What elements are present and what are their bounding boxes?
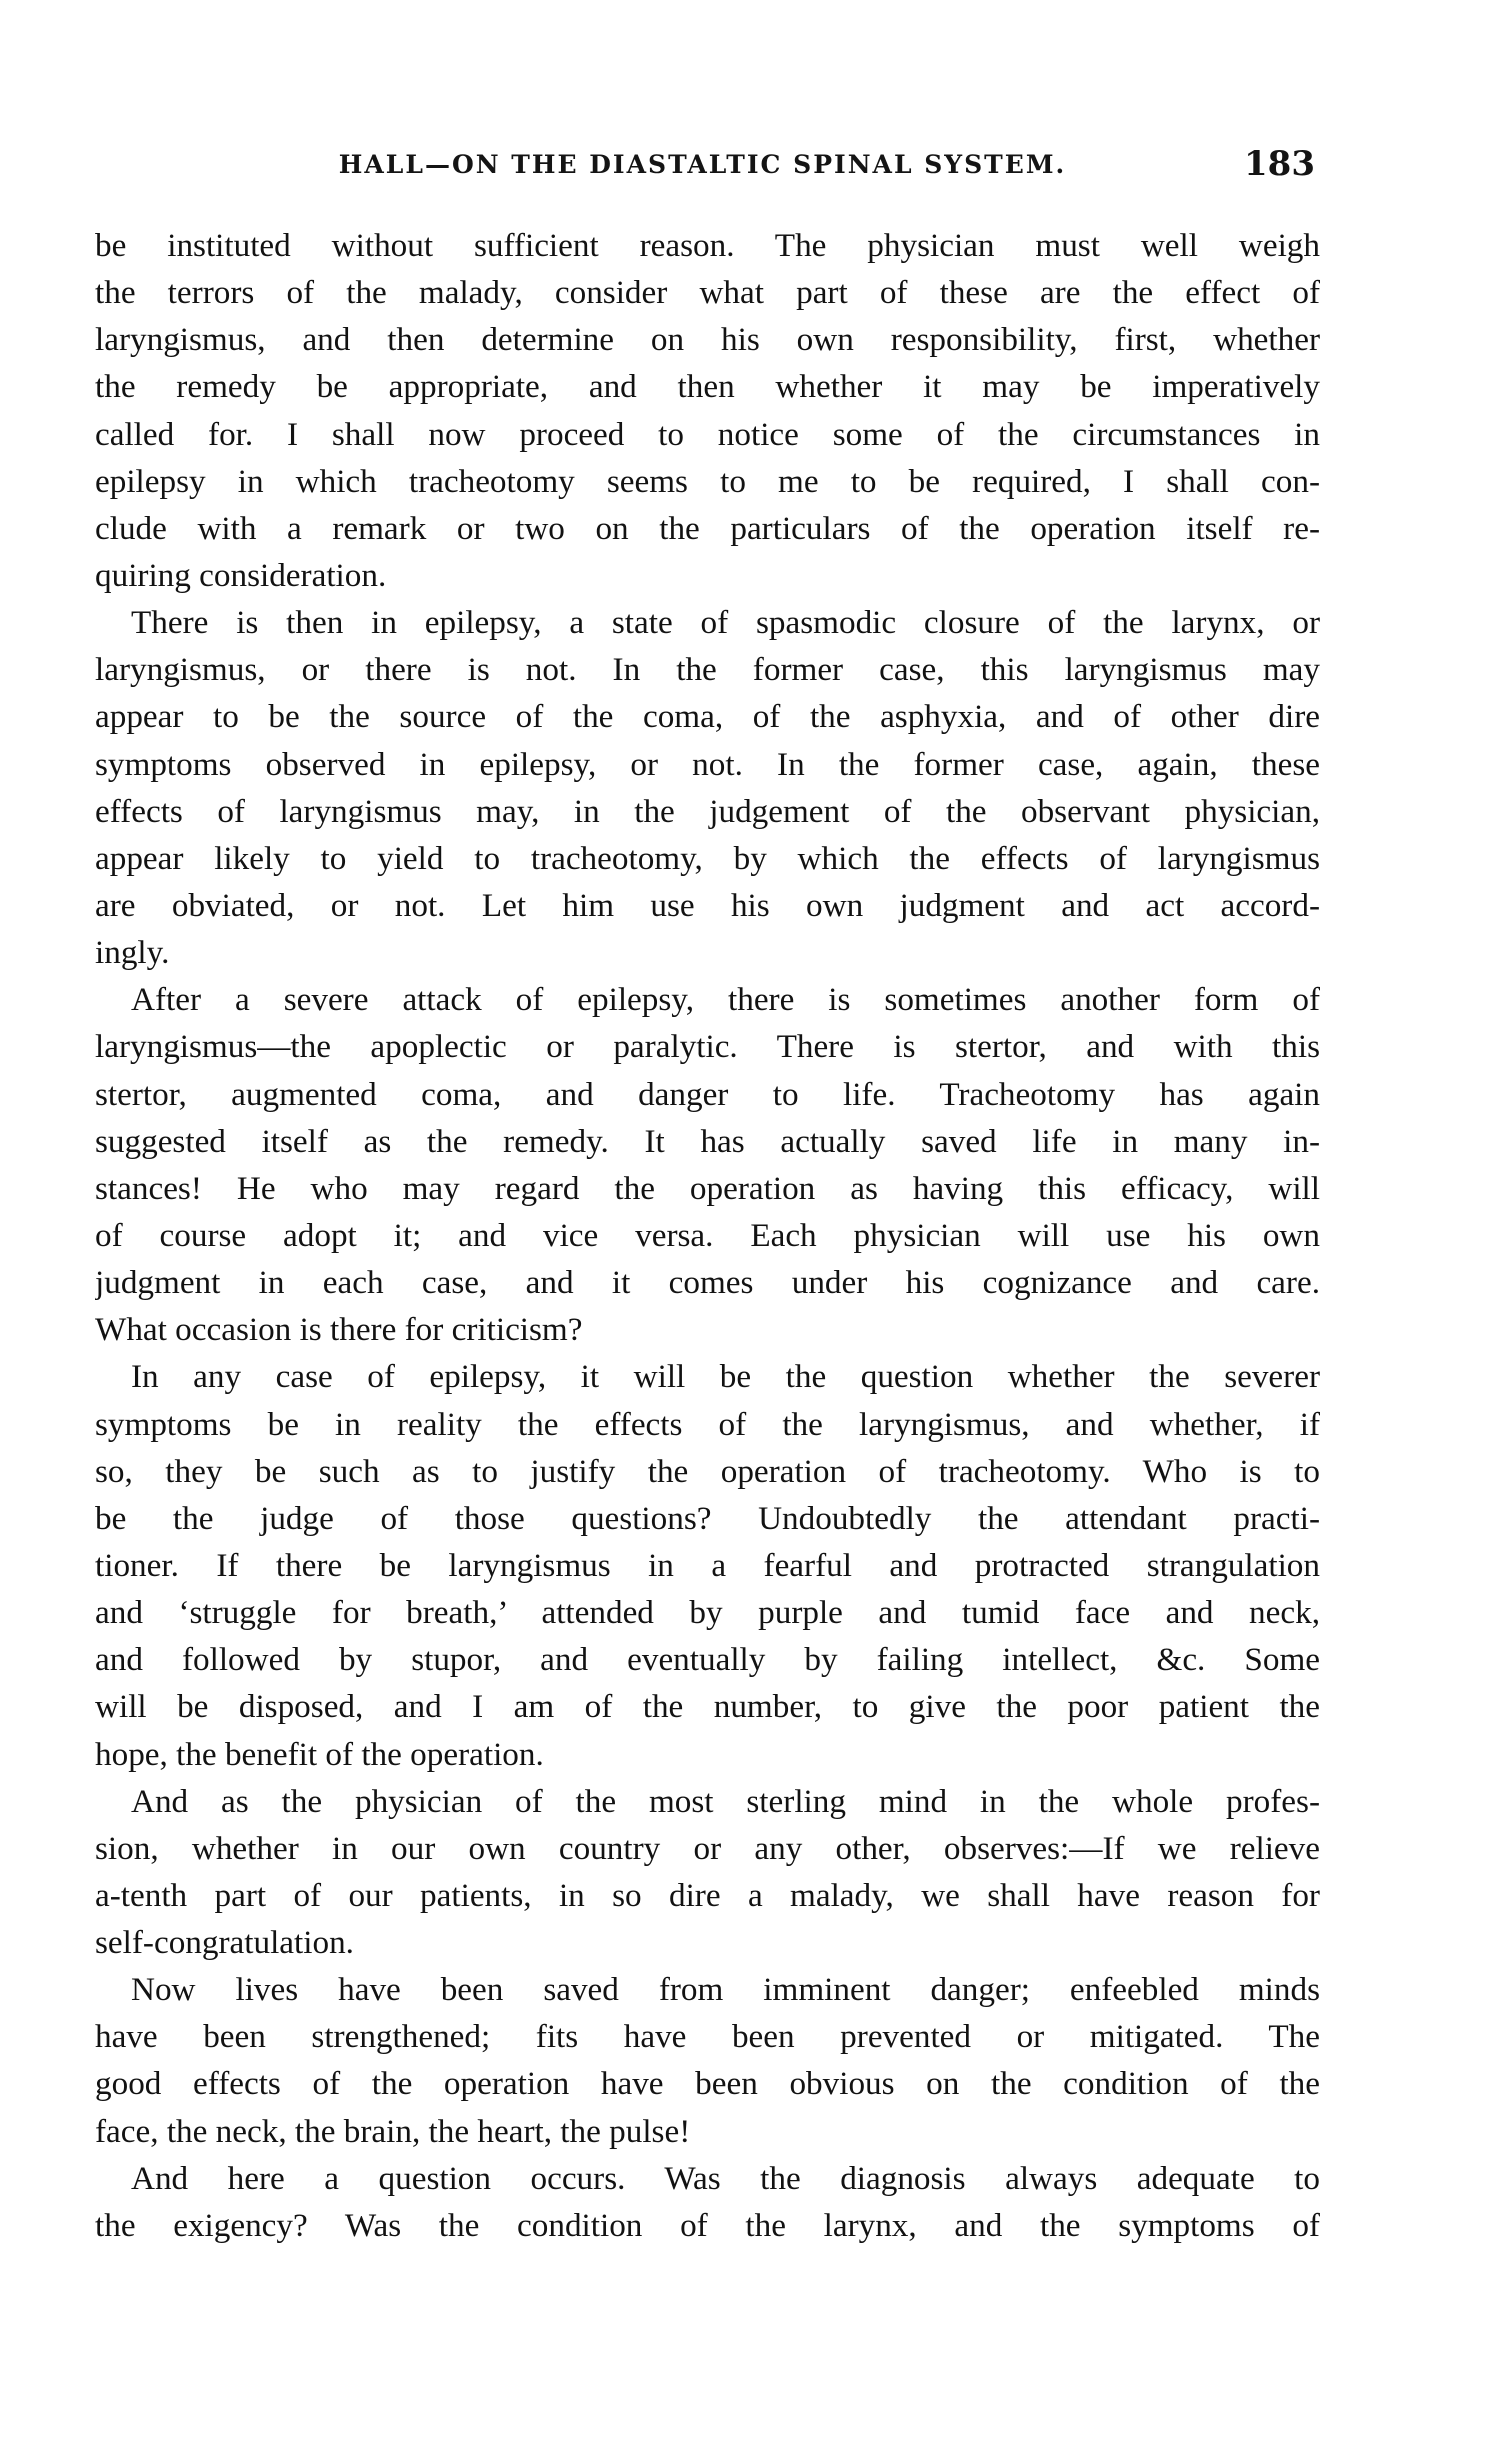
text-line: Now lives have been saved from imminent danger; enfeebled minds — [131, 1971, 1320, 2009]
text-line: ingly. — [95, 934, 170, 972]
text-line: are obviated, or not. Let him use his own judgment and act accord- — [95, 886, 1320, 924]
text-line: hope, the benefit of the operation. — [95, 1735, 544, 1773]
text-line: In any case of epilepsy, it will be the question whether the severer — [131, 1358, 1320, 1396]
text-line: What occasion is there for criticism? — [95, 1311, 583, 1349]
text-line: sion, whether in our own country or any other, observes:—If we relieve — [95, 1829, 1320, 1867]
text-line: laryngismus—the apoplectic or paralytic. There is stertor, and with this — [95, 1028, 1320, 1066]
text-line: the exigency? Was the condition of the larynx, and the symptoms of — [95, 2206, 1320, 2244]
text-line: of course adopt it; and vice versa. Each physician will use his own — [95, 1216, 1320, 1254]
text-line: called for. I shall now proceed to notice some of the circumstances in — [95, 415, 1320, 453]
text-line: laryngismus, and then determine on his own responsibility, first, whether — [95, 321, 1320, 359]
text-line: quiring consideration. — [95, 556, 387, 594]
text-line: the remedy be appropriate, and then whether it may be imperatively — [95, 368, 1320, 406]
text-line: the terrors of the malady, consider what part of these are the effect of — [95, 274, 1320, 312]
paragraph — [95, 222, 1320, 599]
paragraph — [95, 1353, 1320, 1777]
text-line: suggested itself as the remedy. It has actually saved life in many in- — [95, 1122, 1320, 1160]
text-line: good effects of the operation have been obvious on the condition of the — [95, 2065, 1320, 2103]
text-line: appear likely to yield to tracheotomy, by which the effects of laryngismus — [95, 839, 1320, 877]
text-line: and followed by stupor, and eventually by failing intellect, &c. Some — [95, 1641, 1320, 1679]
text-line: face, the neck, the brain, the heart, the pulse! — [95, 2112, 691, 2150]
text-line: And as the physician of the most sterling mind in the whole profes- — [131, 1782, 1320, 1820]
page-number: 183 — [1244, 144, 1315, 184]
text-line: clude with a remark or two on the particulars of the operation itself re- — [95, 509, 1320, 547]
text-line: judgment in each case, and it comes under his cognizance and care. — [95, 1264, 1320, 1302]
paragraph — [95, 976, 1320, 1353]
text-line: tioner. If there be laryngismus in a fearful and protracted strangulation — [95, 1546, 1320, 1584]
text-line: epilepsy in which tracheotomy seems to me to be required, I shall con- — [95, 462, 1320, 500]
text-line: and ‘struggle for breath,’ attended by purple and tumid face and neck, — [95, 1594, 1320, 1632]
running-head — [90, 144, 1315, 194]
text-line: effects of laryngismus may, in the judgement of the observant physician, — [95, 792, 1320, 830]
text-line: be instituted without sufficient reason. The physician must well weigh — [95, 227, 1320, 264]
text-line: And here a question occurs. Was the diagnosis always adequate to — [131, 2159, 1320, 2197]
paragraph — [95, 599, 1320, 976]
paragraph — [95, 1778, 1320, 1967]
text-line: a-tenth part of our patients, in so dire a malady, we shall have reason for — [95, 1876, 1320, 1914]
text-line: After a severe attack of epilepsy, there is sometimes another form of — [131, 981, 1320, 1019]
text-line: There is then in epilepsy, a state of spasmodic closure of the larynx, or — [131, 604, 1320, 642]
text-line: self-congratulation. — [95, 1924, 354, 1962]
body-text — [95, 222, 1320, 2249]
text-line: appear to be the source of the coma, of the asphyxia, and of other dire — [95, 698, 1320, 736]
text-line: have been strengthened; fits have been prevented or mitigated. The — [95, 2018, 1320, 2056]
running-title: HALL—ON THE DIASTALTIC SPINAL SYSTEM. — [338, 150, 1067, 179]
text-line: stances! He who may regard the operation as having this efficacy, will — [95, 1169, 1320, 1207]
text-line: will be disposed, and I am of the number, to give the poor patient the — [95, 1688, 1320, 1726]
text-line: symptoms be in reality the effects of the laryngismus, and whether, if — [95, 1405, 1320, 1443]
text-line: be the judge of those questions? Undoubtedly the attendant practi- — [95, 1499, 1320, 1537]
paragraph — [95, 1966, 1320, 2155]
text-line: so, they be such as to justify the operation of tracheotomy. Who is to — [95, 1452, 1320, 1490]
text-line: symptoms observed in epilepsy, or not. In the former case, again, these — [95, 745, 1320, 783]
text-line: stertor, augmented coma, and danger to life. Tracheotomy has again — [95, 1075, 1320, 1113]
text-line: laryngismus, or there is not. In the former case, this laryngismus may — [95, 651, 1320, 689]
paragraph — [95, 2155, 1320, 2249]
